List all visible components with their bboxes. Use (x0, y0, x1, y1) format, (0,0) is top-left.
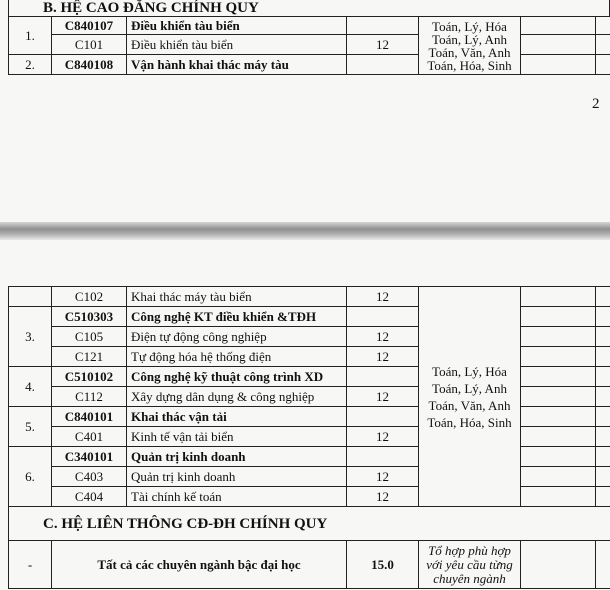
row-number: 3. (9, 307, 52, 367)
table-row (9, 541, 610, 589)
subject-combination (419, 17, 521, 75)
table-row (9, 407, 610, 427)
program-name: Xây dựng dân dụng & công nghiệp (127, 387, 347, 407)
empty-cell (596, 387, 610, 407)
program-code: C840108 (52, 55, 127, 75)
page-break (0, 222, 610, 240)
quota-cell (347, 307, 419, 327)
table-row (9, 347, 610, 367)
page-number: 2 (592, 96, 600, 112)
quota-cell: 12 (347, 427, 419, 447)
subject-line: Toán, Văn, Anh (428, 397, 511, 413)
quota-cell (347, 367, 419, 387)
empty-cell (596, 467, 610, 487)
quota-cell: 12 (347, 35, 419, 55)
program-name: Kinh tế vận tải biển (127, 427, 347, 447)
program-name: Tự động hóa hệ thống điện (127, 347, 347, 367)
empty-cell (521, 55, 596, 75)
program-name: Điều khiển tàu biển (127, 17, 347, 35)
section-b-heading: B. HỆ CAO ĐẲNG CHÍNH QUY (9, 0, 610, 17)
quota-cell (347, 17, 419, 35)
row-number: 6. (9, 447, 52, 507)
table-row (9, 307, 610, 327)
row-number: 1. (9, 17, 52, 55)
table-row (9, 387, 610, 407)
empty-cell (596, 307, 610, 327)
quota-cell: 12 (347, 287, 419, 307)
subject-line: Toán, Hóa, Sinh (427, 57, 512, 73)
subject-line: Toán, Lý, Hóa (432, 18, 507, 34)
quota-cell (347, 407, 419, 427)
empty-cell (521, 327, 596, 347)
empty-cell (521, 427, 596, 447)
empty-cell (521, 387, 596, 407)
program-name: Khai thác vận tải (127, 407, 347, 427)
program-name: Tài chính kế toán (127, 487, 347, 507)
table-row (9, 327, 610, 347)
empty-cell (521, 17, 596, 35)
empty-cell (596, 287, 610, 307)
empty-cell (596, 35, 610, 55)
document-page-bottom (0, 240, 610, 590)
program-code: C102 (52, 287, 127, 307)
subject-line: Toán, Hóa, Sinh (427, 414, 512, 430)
empty-cell (596, 347, 610, 367)
subject-line: Toán, Lý, Hóa (432, 363, 507, 379)
row-number: 4. (9, 367, 52, 407)
program-code: C840107 (52, 17, 127, 35)
program-code: C101 (52, 35, 127, 55)
program-name: Quản trị kinh doanh (127, 467, 347, 487)
row-number: - (9, 541, 52, 589)
program-code: C840101 (52, 407, 127, 427)
combination-note (419, 541, 521, 589)
quota-cell (347, 447, 419, 467)
program-code: C403 (52, 467, 127, 487)
table-row (9, 367, 610, 387)
admission-table-top (8, 0, 610, 75)
empty-cell (521, 487, 596, 507)
empty-cell (521, 287, 596, 307)
score-cell: 15.0 (347, 541, 419, 589)
table-row (9, 487, 610, 507)
program-code: C105 (52, 327, 127, 347)
document-page-top (0, 0, 610, 222)
quota-cell: 12 (347, 467, 419, 487)
row-number (9, 287, 52, 307)
table-row (9, 467, 610, 487)
quota-cell: 12 (347, 487, 419, 507)
quota-cell (347, 55, 419, 75)
subject-line: Toán, Văn, Anh (428, 44, 511, 60)
empty-cell (596, 487, 610, 507)
empty-cell (521, 467, 596, 487)
empty-cell (596, 327, 610, 347)
table-row (9, 287, 610, 307)
empty-cell (596, 447, 610, 467)
program-name: Điện tự động công nghiệp (127, 327, 347, 347)
note-line: chuyên ngành (433, 570, 506, 586)
program-code: C510303 (52, 307, 127, 327)
program-name: Quản trị kinh doanh (127, 447, 347, 467)
empty-cell (521, 367, 596, 387)
quota-cell: 12 (347, 387, 419, 407)
empty-cell (521, 347, 596, 367)
program-code: C401 (52, 427, 127, 447)
row-number: 5. (9, 407, 52, 447)
table-row (9, 17, 610, 35)
program-name: Điều khiển tàu biển (127, 35, 347, 55)
note-line: với yêu cầu từng (426, 556, 513, 572)
program-code: C121 (52, 347, 127, 367)
empty-cell (596, 427, 610, 447)
admission-table-bottom (8, 286, 610, 589)
note-line: Tổ hợp phù hợp (428, 542, 511, 558)
section-c-heading: C. HỆ LIÊN THÔNG CĐ-ĐH CHÍNH QUY (9, 507, 610, 541)
program-name: Tất cả các chuyên ngành bậc đại học (52, 541, 347, 589)
empty-cell (596, 541, 610, 589)
empty-cell (521, 447, 596, 467)
empty-cell (521, 35, 596, 55)
subject-line: Toán, Lý, Anh (432, 31, 507, 47)
program-name: Công nghệ kỹ thuật công trình XD (127, 367, 347, 387)
program-code: C404 (52, 487, 127, 507)
subject-combination (419, 287, 521, 507)
empty-cell (596, 17, 610, 35)
program-name: Khai thác máy tàu biển (127, 287, 347, 307)
program-code: C340101 (52, 447, 127, 467)
program-name: Công nghệ KT điều khiển &TĐH (127, 307, 347, 327)
program-code: C510102 (52, 367, 127, 387)
quota-cell: 12 (347, 347, 419, 367)
quota-cell: 12 (347, 327, 419, 347)
subject-line: Toán, Lý, Anh (432, 380, 507, 396)
empty-cell (521, 407, 596, 427)
empty-cell (596, 367, 610, 387)
program-code: C112 (52, 387, 127, 407)
row-number: 2. (9, 55, 52, 75)
empty-cell (596, 55, 610, 75)
empty-cell (521, 541, 596, 589)
program-name: Vận hành khai thác máy tàu (127, 55, 347, 75)
table-row (9, 427, 610, 447)
empty-cell (596, 407, 610, 427)
empty-cell (521, 307, 596, 327)
table-row (9, 447, 610, 467)
